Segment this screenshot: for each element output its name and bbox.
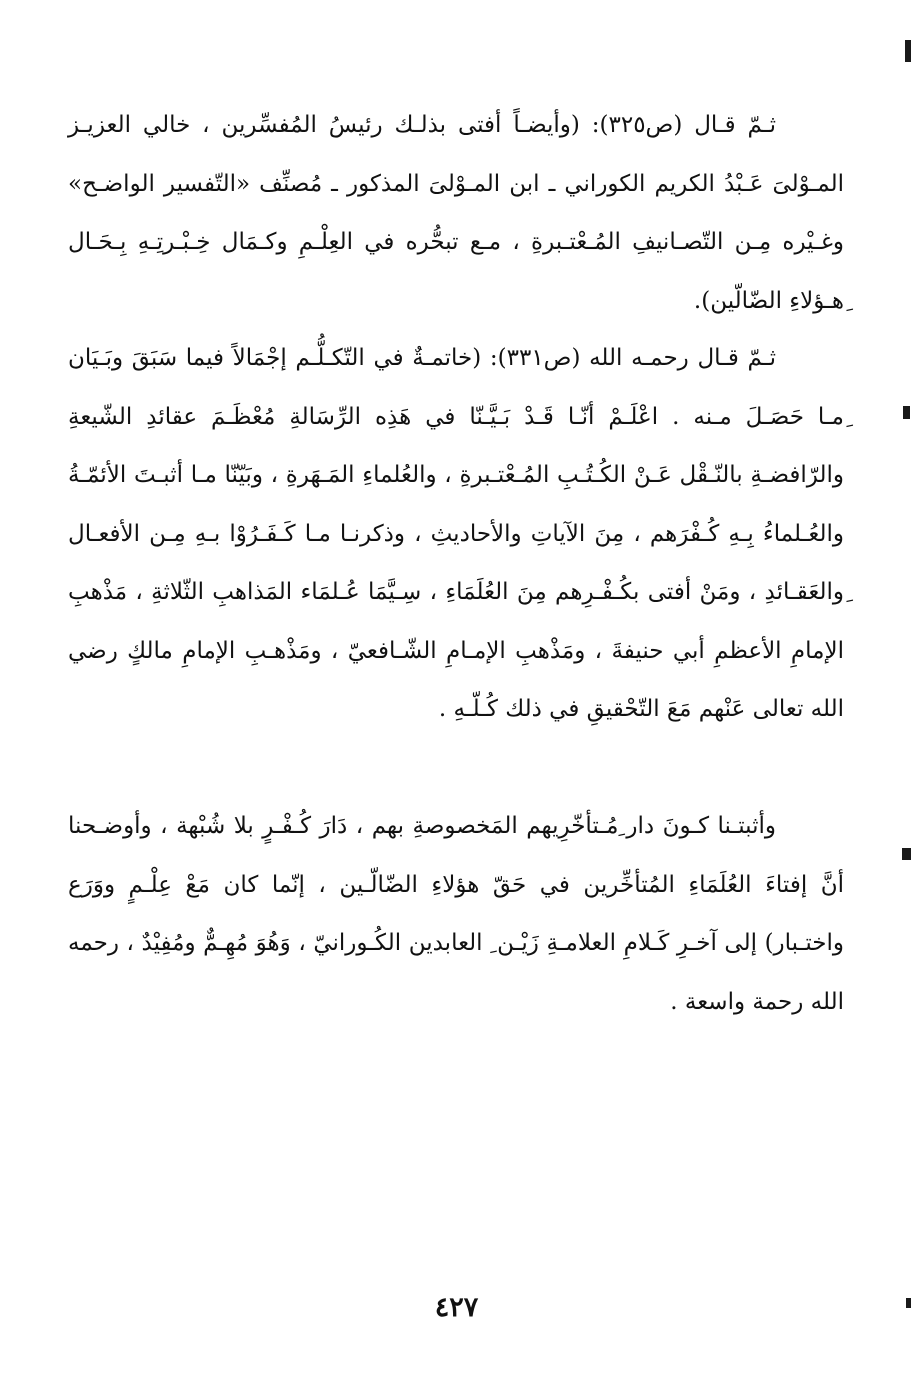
scan-edge-mark [906,1298,911,1308]
scan-edge-mark [902,848,911,860]
paragraph-text: ثـمّ قـال (ص٣٢٥): (وأيضـاً أفتى بذلـك رئيسُ المُفسِّرين ، خالي العزيـز المـوْلىَ عَـبْدُ الكريم الكوراني ـ ابن المـوْلىَ المذكور ـ مُصنِّف «التّفسير الواضـح» وغـيْره مِـن التّصـانيفِ المُـعْتـبرةِ ، مـع تبحُّره في العِلْـمِ وكـمَال خِـبْـرتِـهِ بِـحَـال ِهـؤلاءِ الضّالّين). [68,112,844,314]
paragraph-text: ثـمّ قـال رحمـه الله (ص٣٣١): (خاتمـةٌ في التّكـلُّـم إجْمَالاً فيما سَبَقَ وبَـيَان ِمـا حَصَـلَ مـنه . اعْلَـمْ أنّـا قَـدْ بَـيَّـنّا في هَذِه الرِّسَالةِ مُعْظَـمَ عقائدِ الشّيعةِ والرّافضـةِ بالنّـقْل عَـنْ الكُـتُـبِ المُـعْتـبرةِ ، والعُلماءِ المَـهَرةِ ، وبَيّنّا مـا أثبـتَ الأئمّـةُ والعُـلماءُ بِـهِ كُـفْرَهم ، مِنَ الآياتِ والأحاديثِ ، وذكرنـا مـا كَـفَـرُوْا بـهِ مِـن الأفعـال ِوالعَقـائدِ ، ومَنْ أفتى بكُـفْـرِهم مِنَ العُلَمَاءِ ، سِـيَّمَا عُـلمَاء المَذاهبِ الثّلاثةِ ، مَذْهبِ الإمامِ الأعظمِ أبي حنيفةَ ، ومَذْهبِ الإمـامِ الشّـافعيّ ، ومَذْهـبِ الإمامِ مالكٍ رضي الله تعالى عَنْهم مَعَ التّحْقيقِ في ذلك كُـلّـهِ . [68,345,845,722]
paragraph-conclusion [68,797,844,1031]
paragraph-quote-p331 [68,329,844,739]
scan-edge-mark [903,406,910,419]
page-number: ٤٢٧ [434,1292,479,1323]
paragraph-quote-p325 [68,96,844,330]
paragraph-text: وأثبتـنا كـونَ دار ِمُـتأخّرِيهم المَخصوصةِ بهم ، دَارَ كُـفْـرٍ بلا شُبْهة ، وأوضـحنا أنَّ إفتاءَ العُلَمَاءِ المُتأخِّرين في حَقّ هؤلاءِ الضّالّـين ، إنّما كان مَعْ عِلْـمٍ ووَرَع واختـبار) إلى آخـرِ كَـلامِ العلامـةِ زَيْـن ِ العابدين الكُـورانيّ ، وَهُوَ مُهِـمٌّ ومُفِيْدٌ ، رحمه الله رحمة واسعة . [68,813,844,1015]
scan-edge-mark [905,40,911,62]
